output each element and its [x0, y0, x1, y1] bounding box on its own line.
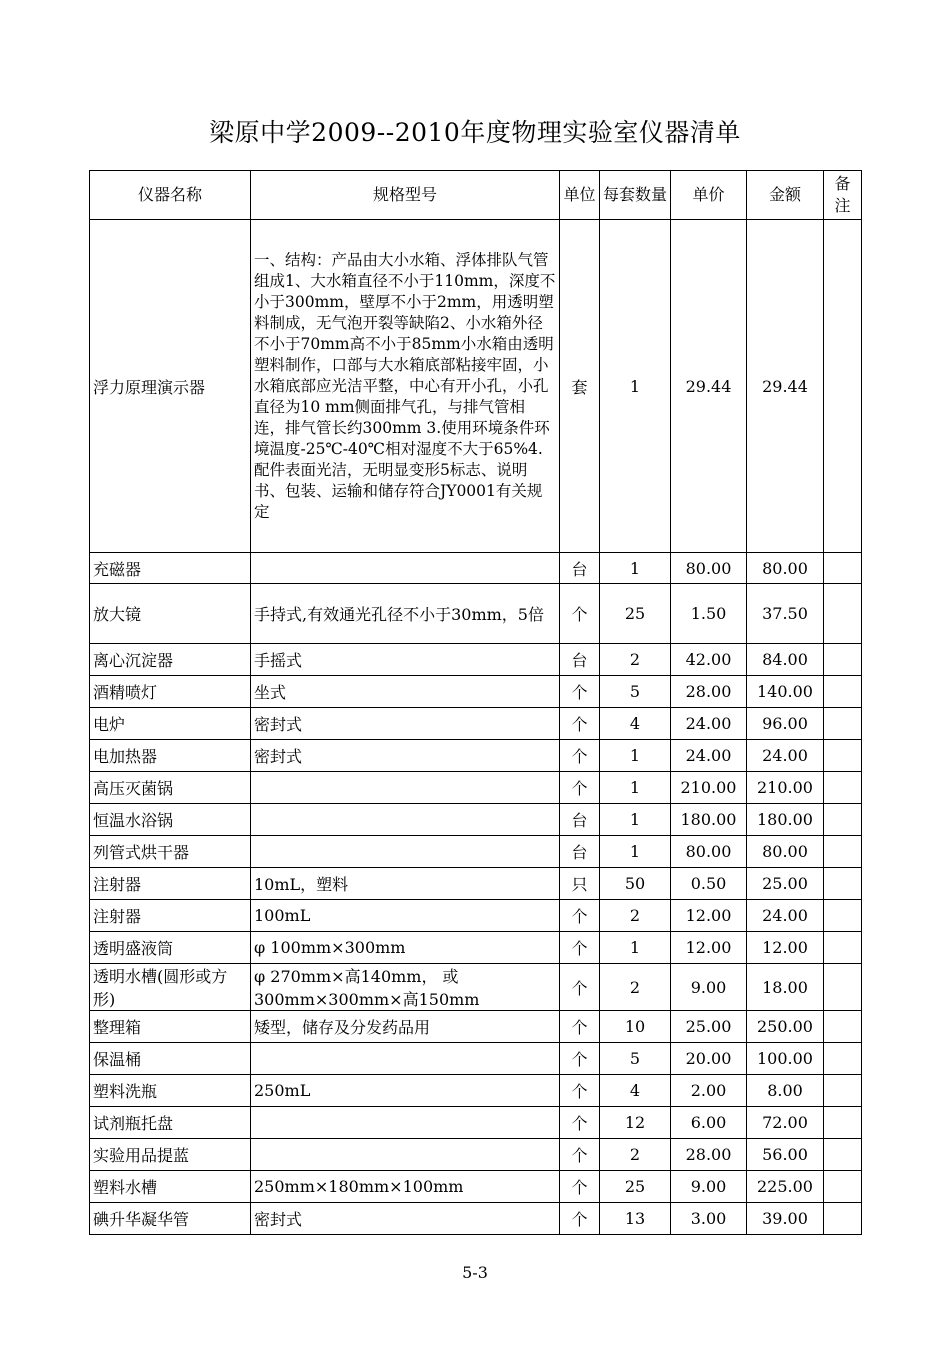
cell-spec	[251, 804, 560, 836]
page-title: 梁原中学2009--2010年度物理实验室仪器清单	[209, 118, 741, 147]
cell-qty: 1	[600, 932, 671, 964]
table-row	[90, 1107, 862, 1139]
cell-spec	[251, 553, 560, 584]
cell-price: 12.00	[671, 900, 747, 932]
cell-price: 24.00	[671, 740, 747, 772]
table-row	[90, 676, 862, 708]
cell-note	[824, 1139, 862, 1171]
cell-spec: 坐式	[251, 676, 560, 708]
cell-amount: 140.00	[747, 676, 824, 708]
cell-unit: 套	[560, 220, 600, 553]
cell-unit: 个	[560, 708, 600, 740]
table-row	[90, 644, 862, 676]
cell-note	[824, 932, 862, 964]
cell-note	[824, 1171, 862, 1203]
cell-spec	[251, 772, 560, 804]
header-row	[90, 171, 862, 220]
cell-name: 高压灭菌锅	[90, 772, 251, 804]
cell-note	[824, 553, 862, 584]
table-row	[90, 964, 862, 1011]
cell-unit: 个	[560, 932, 600, 964]
cell-note	[824, 644, 862, 676]
cell-spec	[251, 836, 560, 868]
cell-spec: 250mL	[251, 1075, 560, 1107]
cell-amount: 180.00	[747, 804, 824, 836]
table-row	[90, 772, 862, 804]
cell-spec: 250mm×180mm×100mm	[251, 1171, 560, 1203]
cell-qty: 12	[600, 1107, 671, 1139]
cell-qty: 5	[600, 1043, 671, 1075]
cell-price: 80.00	[671, 836, 747, 868]
cell-name: 电炉	[90, 708, 251, 740]
cell-amount: 39.00	[747, 1203, 824, 1235]
cell-name: 列管式烘干器	[90, 836, 251, 868]
cell-price: 42.00	[671, 644, 747, 676]
cell-amount: 29.44	[747, 220, 824, 553]
cell-amount: 24.00	[747, 900, 824, 932]
header-note: 备注	[824, 171, 862, 220]
cell-qty: 2	[600, 644, 671, 676]
cell-spec: φ 270mm×高140mm， 或300mm×300mm×高150mm	[251, 964, 560, 1011]
cell-note	[824, 676, 862, 708]
cell-amount: 56.00	[747, 1139, 824, 1171]
cell-note	[824, 220, 862, 553]
cell-note	[824, 836, 862, 868]
cell-note	[824, 1203, 862, 1235]
cell-qty: 10	[600, 1011, 671, 1043]
cell-spec	[251, 1043, 560, 1075]
cell-qty: 13	[600, 1203, 671, 1235]
cell-amount: 37.50	[747, 584, 824, 644]
cell-name: 酒精喷灯	[90, 676, 251, 708]
cell-qty: 5	[600, 676, 671, 708]
cell-amount: 25.00	[747, 868, 824, 900]
cell-note	[824, 964, 862, 1011]
cell-note	[824, 1011, 862, 1043]
cell-qty: 50	[600, 868, 671, 900]
cell-name: 充磁器	[90, 553, 251, 584]
cell-unit: 个	[560, 676, 600, 708]
header-amount: 金额	[747, 171, 824, 220]
cell-price: 0.50	[671, 868, 747, 900]
cell-price: 28.00	[671, 676, 747, 708]
cell-note	[824, 584, 862, 644]
table-row	[90, 553, 862, 584]
cell-price: 25.00	[671, 1011, 747, 1043]
cell-unit: 个	[560, 772, 600, 804]
cell-unit: 只	[560, 868, 600, 900]
cell-amount: 84.00	[747, 644, 824, 676]
cell-name: 电加热器	[90, 740, 251, 772]
cell-price: 9.00	[671, 1171, 747, 1203]
cell-spec: 密封式	[251, 740, 560, 772]
cell-price: 12.00	[671, 932, 747, 964]
cell-qty: 1	[600, 804, 671, 836]
instrument-table	[89, 170, 862, 1235]
cell-unit: 个	[560, 740, 600, 772]
table-row	[90, 220, 862, 553]
cell-price: 80.00	[671, 553, 747, 584]
cell-name: 恒温水浴锅	[90, 804, 251, 836]
table-row	[90, 584, 862, 644]
cell-amount: 96.00	[747, 708, 824, 740]
cell-unit: 台	[560, 553, 600, 584]
cell-amount: 210.00	[747, 772, 824, 804]
table-row	[90, 1011, 862, 1043]
table-row	[90, 804, 862, 836]
cell-note	[824, 868, 862, 900]
cell-price: 28.00	[671, 1139, 747, 1171]
page-number: 5-3	[462, 1263, 488, 1282]
cell-qty: 2	[600, 1139, 671, 1171]
cell-unit: 个	[560, 584, 600, 644]
cell-amount: 100.00	[747, 1043, 824, 1075]
cell-price: 9.00	[671, 964, 747, 1011]
cell-unit: 个	[560, 1139, 600, 1171]
cell-name: 碘升华凝华管	[90, 1203, 251, 1235]
table-row	[90, 1139, 862, 1171]
cell-price: 210.00	[671, 772, 747, 804]
cell-unit: 个	[560, 1075, 600, 1107]
table-row	[90, 1171, 862, 1203]
table-row	[90, 836, 862, 868]
cell-unit: 台	[560, 644, 600, 676]
cell-unit: 台	[560, 836, 600, 868]
cell-spec: φ 100mm×300mm	[251, 932, 560, 964]
cell-amount: 12.00	[747, 932, 824, 964]
cell-price: 180.00	[671, 804, 747, 836]
cell-price: 2.00	[671, 1075, 747, 1107]
cell-note	[824, 772, 862, 804]
header-qty: 每套数量	[600, 171, 671, 220]
cell-note	[824, 740, 862, 772]
cell-qty: 25	[600, 1171, 671, 1203]
cell-unit: 个	[560, 1043, 600, 1075]
cell-spec: 一、结构：产品由大小水箱、浮体排队气管组成1、大水箱直径不小于110mm，深度不小于300mm，壁厚不小于2mm，用透明塑料制成，无气泡开裂等缺陷2、小水箱外径不小于70mm高不小于85mm小水箱由透明塑料制作，口部与大水箱底部粘接牢固，小水箱底部应光洁平整，中心有开小孔，小孔直径为10 mm侧面排气孔，与排气管相连，排气管长约300mm 3.使用环境条件环境温度-25℃-40℃相对湿度不大于65%4.配件表面光洁，无明显变形5标志、说明书、包装、运输和储存符合JY0001有关规定	[251, 220, 560, 553]
cell-price: 1.50	[671, 584, 747, 644]
cell-name: 塑料洗瓶	[90, 1075, 251, 1107]
cell-name: 整理箱	[90, 1011, 251, 1043]
table-row	[90, 900, 862, 932]
cell-qty: 1	[600, 836, 671, 868]
cell-name: 浮力原理演示器	[90, 220, 251, 553]
header-name: 仪器名称	[90, 171, 251, 220]
cell-name: 保温桶	[90, 1043, 251, 1075]
cell-spec: 密封式	[251, 708, 560, 740]
cell-name: 离心沉淀器	[90, 644, 251, 676]
cell-amount: 225.00	[747, 1171, 824, 1203]
cell-amount: 80.00	[747, 836, 824, 868]
cell-note	[824, 1075, 862, 1107]
cell-amount: 250.00	[747, 1011, 824, 1043]
cell-note	[824, 804, 862, 836]
table-row	[90, 1043, 862, 1075]
cell-amount: 18.00	[747, 964, 824, 1011]
cell-unit: 个	[560, 1171, 600, 1203]
cell-qty: 2	[600, 964, 671, 1011]
cell-note	[824, 900, 862, 932]
cell-name: 注射器	[90, 868, 251, 900]
table-row	[90, 1203, 862, 1235]
cell-qty: 1	[600, 772, 671, 804]
cell-qty: 25	[600, 584, 671, 644]
cell-spec	[251, 1139, 560, 1171]
cell-spec: 手持式,有效通光孔径不小于30mm，5倍	[251, 584, 560, 644]
cell-qty: 1	[600, 220, 671, 553]
table-row	[90, 740, 862, 772]
cell-spec: 手摇式	[251, 644, 560, 676]
table-row	[90, 1075, 862, 1107]
cell-spec: 100mL	[251, 900, 560, 932]
cell-qty: 1	[600, 740, 671, 772]
cell-note	[824, 708, 862, 740]
table-row	[90, 932, 862, 964]
cell-note	[824, 1107, 862, 1139]
cell-name: 注射器	[90, 900, 251, 932]
cell-spec	[251, 1107, 560, 1139]
cell-name: 塑料水槽	[90, 1171, 251, 1203]
cell-qty: 4	[600, 708, 671, 740]
cell-name: 放大镜	[90, 584, 251, 644]
cell-unit: 个	[560, 1107, 600, 1139]
cell-name: 透明水槽(圆形或方形)	[90, 964, 251, 1011]
cell-unit: 个	[560, 1011, 600, 1043]
header-spec: 规格型号	[251, 171, 560, 220]
cell-unit: 台	[560, 804, 600, 836]
cell-name: 透明盛液筒	[90, 932, 251, 964]
cell-amount: 72.00	[747, 1107, 824, 1139]
table-row	[90, 708, 862, 740]
table-row	[90, 868, 862, 900]
cell-price: 24.00	[671, 708, 747, 740]
cell-price: 3.00	[671, 1203, 747, 1235]
cell-note	[824, 1043, 862, 1075]
cell-qty: 2	[600, 900, 671, 932]
cell-price: 6.00	[671, 1107, 747, 1139]
header-price: 单价	[671, 171, 747, 220]
cell-unit: 个	[560, 900, 600, 932]
cell-name: 实验用品提蓝	[90, 1139, 251, 1171]
cell-unit: 个	[560, 964, 600, 1011]
cell-price: 29.44	[671, 220, 747, 553]
cell-amount: 80.00	[747, 553, 824, 584]
header-unit: 单位	[560, 171, 600, 220]
cell-spec: 矮型，储存及分发药品用	[251, 1011, 560, 1043]
cell-spec: 10mL，塑料	[251, 868, 560, 900]
cell-price: 20.00	[671, 1043, 747, 1075]
cell-amount: 8.00	[747, 1075, 824, 1107]
cell-qty: 1	[600, 553, 671, 584]
cell-qty: 4	[600, 1075, 671, 1107]
cell-name: 试剂瓶托盘	[90, 1107, 251, 1139]
cell-spec: 密封式	[251, 1203, 560, 1235]
cell-unit: 个	[560, 1203, 600, 1235]
cell-amount: 24.00	[747, 740, 824, 772]
